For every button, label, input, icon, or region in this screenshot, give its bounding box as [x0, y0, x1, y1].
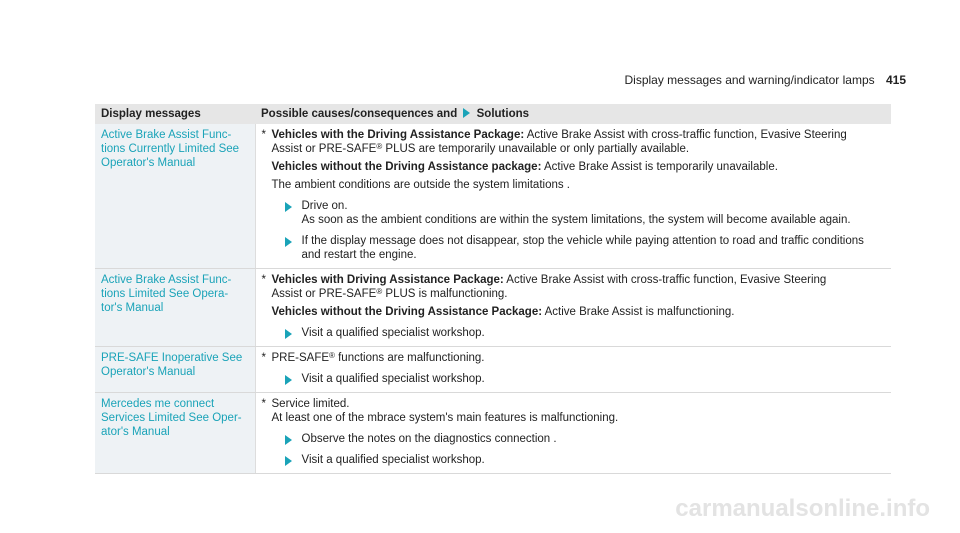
table-row — [95, 393, 891, 474]
display-message: Active Brake Assist Func-tions Limited See Opera-tor's Manual — [101, 274, 232, 314]
solution-step: Drive on. As soon as the ambient conditions are within the system limitations, the system will become available again. — [262, 199, 886, 227]
display-message: Mercedes me connect Services Limited See Oper-ator's Manual — [101, 398, 242, 438]
table-row — [95, 347, 891, 393]
watermark: carmanualsonline.info — [675, 495, 930, 522]
solution-cell — [255, 124, 891, 269]
page-number: 415 — [885, 73, 906, 87]
message-cell — [95, 269, 255, 347]
display-messages-table — [95, 104, 891, 474]
arrow-right-icon — [285, 237, 292, 247]
arrow-right-icon — [285, 202, 292, 212]
solutions-header-suffix: Solutions — [476, 108, 530, 120]
info-line: At least one of the mbrace system's main features is malfunctioning. — [271, 412, 619, 424]
column-header-messages: Display messages — [95, 104, 255, 124]
solution-step: Visit a qualified specialist workshop. — [262, 453, 886, 467]
solution-cell — [255, 393, 891, 474]
table-row — [95, 124, 891, 269]
solution-step: Visit a qualified specialist workshop. — [262, 326, 886, 340]
display-message: PRE-SAFE Inoperative See Operator's Manual — [101, 352, 243, 378]
info-line: * PRE-SAFE® functions are malfunctioning. — [261, 351, 485, 364]
message-cell — [95, 393, 255, 474]
info-line: Assist or PRE-SAFE® PLUS are temporarily unavailable or only partially available. — [271, 142, 690, 155]
info-line: Vehicles without the Driving Assistance Package: Active Brake Assist is malfunctioning. — [271, 306, 735, 318]
arrow-right-icon — [285, 456, 292, 466]
info-line: Vehicles without the Driving Assistance package: Active Brake Assist is temporarily unavailable. — [271, 161, 778, 173]
page-header — [625, 73, 907, 87]
solution-cell — [255, 347, 891, 393]
info-line: * Vehicles with Driving Assistance Package: Active Brake Assist with cross-traffic function, Evasive Steering — [261, 274, 827, 286]
header-title: Display messages and warning/indicator lamps — [624, 73, 875, 87]
info-line: Assist or PRE-SAFE® PLUS is malfunctioning. — [271, 287, 508, 300]
arrow-right-icon — [285, 329, 292, 339]
display-message: Active Brake Assist Func-tions Currently Limited See Operator's Manual — [101, 129, 240, 169]
solution-cell — [255, 269, 891, 347]
table-header-row — [95, 104, 891, 124]
info-line: * Vehicles with the Driving Assistance Package: Active Brake Assist with cross-traffic function, Evasive Steering — [261, 129, 847, 141]
arrow-right-icon — [285, 375, 292, 385]
column-header-solutions — [255, 104, 891, 124]
table-row — [95, 269, 891, 347]
arrow-right-icon — [463, 108, 470, 118]
solution-step: Observe the notes on the diagnostics connection . — [262, 432, 886, 446]
arrow-right-icon — [285, 435, 292, 445]
solutions-header-prefix: Possible causes/consequences and — [261, 108, 458, 120]
solution-step: Visit a qualified specialist workshop. — [262, 372, 886, 386]
info-line: The ambient conditions are outside the system limitations . — [271, 179, 571, 191]
message-cell — [95, 347, 255, 393]
message-cell — [95, 124, 255, 269]
solution-step: If the display message does not disappear, stop the vehicle while paying attention to road and traffic conditions and restart the engine. — [262, 234, 886, 262]
info-line: * Service limited. — [261, 398, 350, 410]
